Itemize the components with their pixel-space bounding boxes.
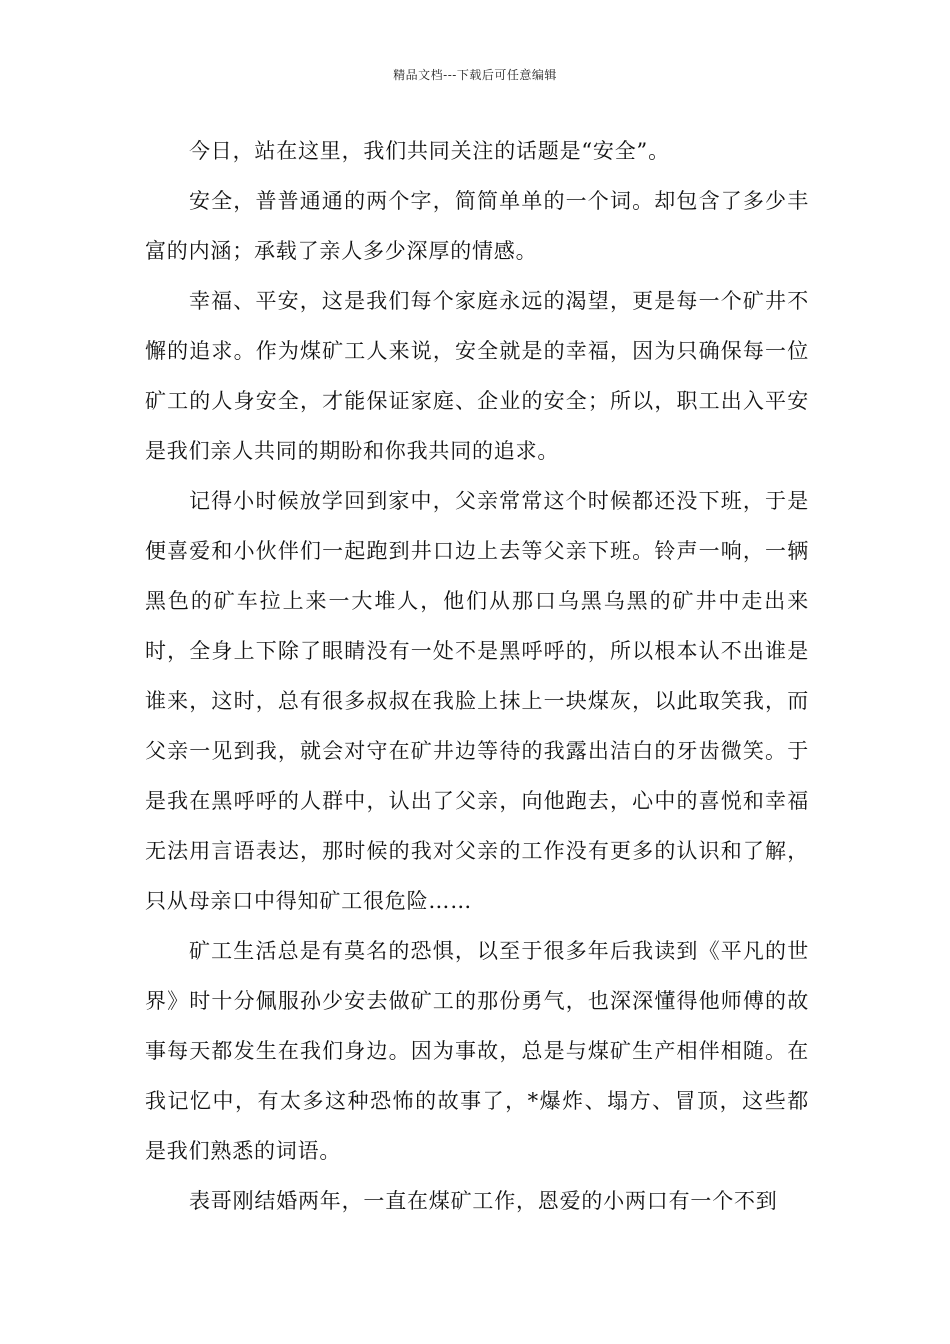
paragraph: 幸福、平安，这是我们每个家庭永远的渴望，更是每一个矿井不懈的追求。作为煤矿工人来说，安全就是的幸福，因为只确保每一位矿工的人身安全，才能保证家庭、企业的安全；所以，职工出入平安是我们亲人共同的期盼和你我共同的追求。 <box>145 289 809 463</box>
page-header: 精品文档---下载后可任意编辑 <box>393 68 557 82</box>
paragraph: 安全，普普通通的两个字，简简单单的一个词。却包含了多少丰富的内涵；承载了亲人多少深厚的情感。 <box>145 189 809 263</box>
paragraph: 记得小时候放学回到家中，父亲常常这个时候都还没下班，于是便喜爱和小伙伴们一起跑到井口边上去等父亲下班。铃声一响，一辆黑色的矿车拉上来一大堆人，他们从那口乌黑乌黑的矿井中走出来时，全身上下除了眼睛没有一处不是黑呼呼的，所以根本认不出谁是谁来，这时，总有很多叔叔在我脸上抹上一块煤灰，以此取笑我，而父亲一见到我，就会对守在矿井边等待的我露出洁白的牙齿微笑。于是我在黑呼呼的人群中，认出了父亲，向他跑去，心中的喜悦和幸福无法用言语表达，那时候的我对父亲的工作没有更多的认识和了解，只从母亲口中得知矿工很危险…… <box>145 489 809 913</box>
paragraph: 今日，站在这里，我们共同关注的话题是“安全”。 <box>189 139 670 163</box>
paragraph: 矿工生活总是有莫名的恐惧，以至于很多年后我读到《平凡的世界》时十分佩服孙少安去做矿工的那份勇气，也深深懂得他师傅的故事每天都发生在我们身边。因为事故，总是与煤矿生产相伴相随。在我记忆中，有太多这种恐怖的故事了，*爆炸、塌方、冒顶，这些都是我们熟悉的词语。 <box>145 939 809 1163</box>
document-body <box>145 126 809 1226</box>
paragraph: 表哥刚结婚两年，一直在煤矿工作，恩爱的小两口有一个不到 <box>189 1189 778 1213</box>
